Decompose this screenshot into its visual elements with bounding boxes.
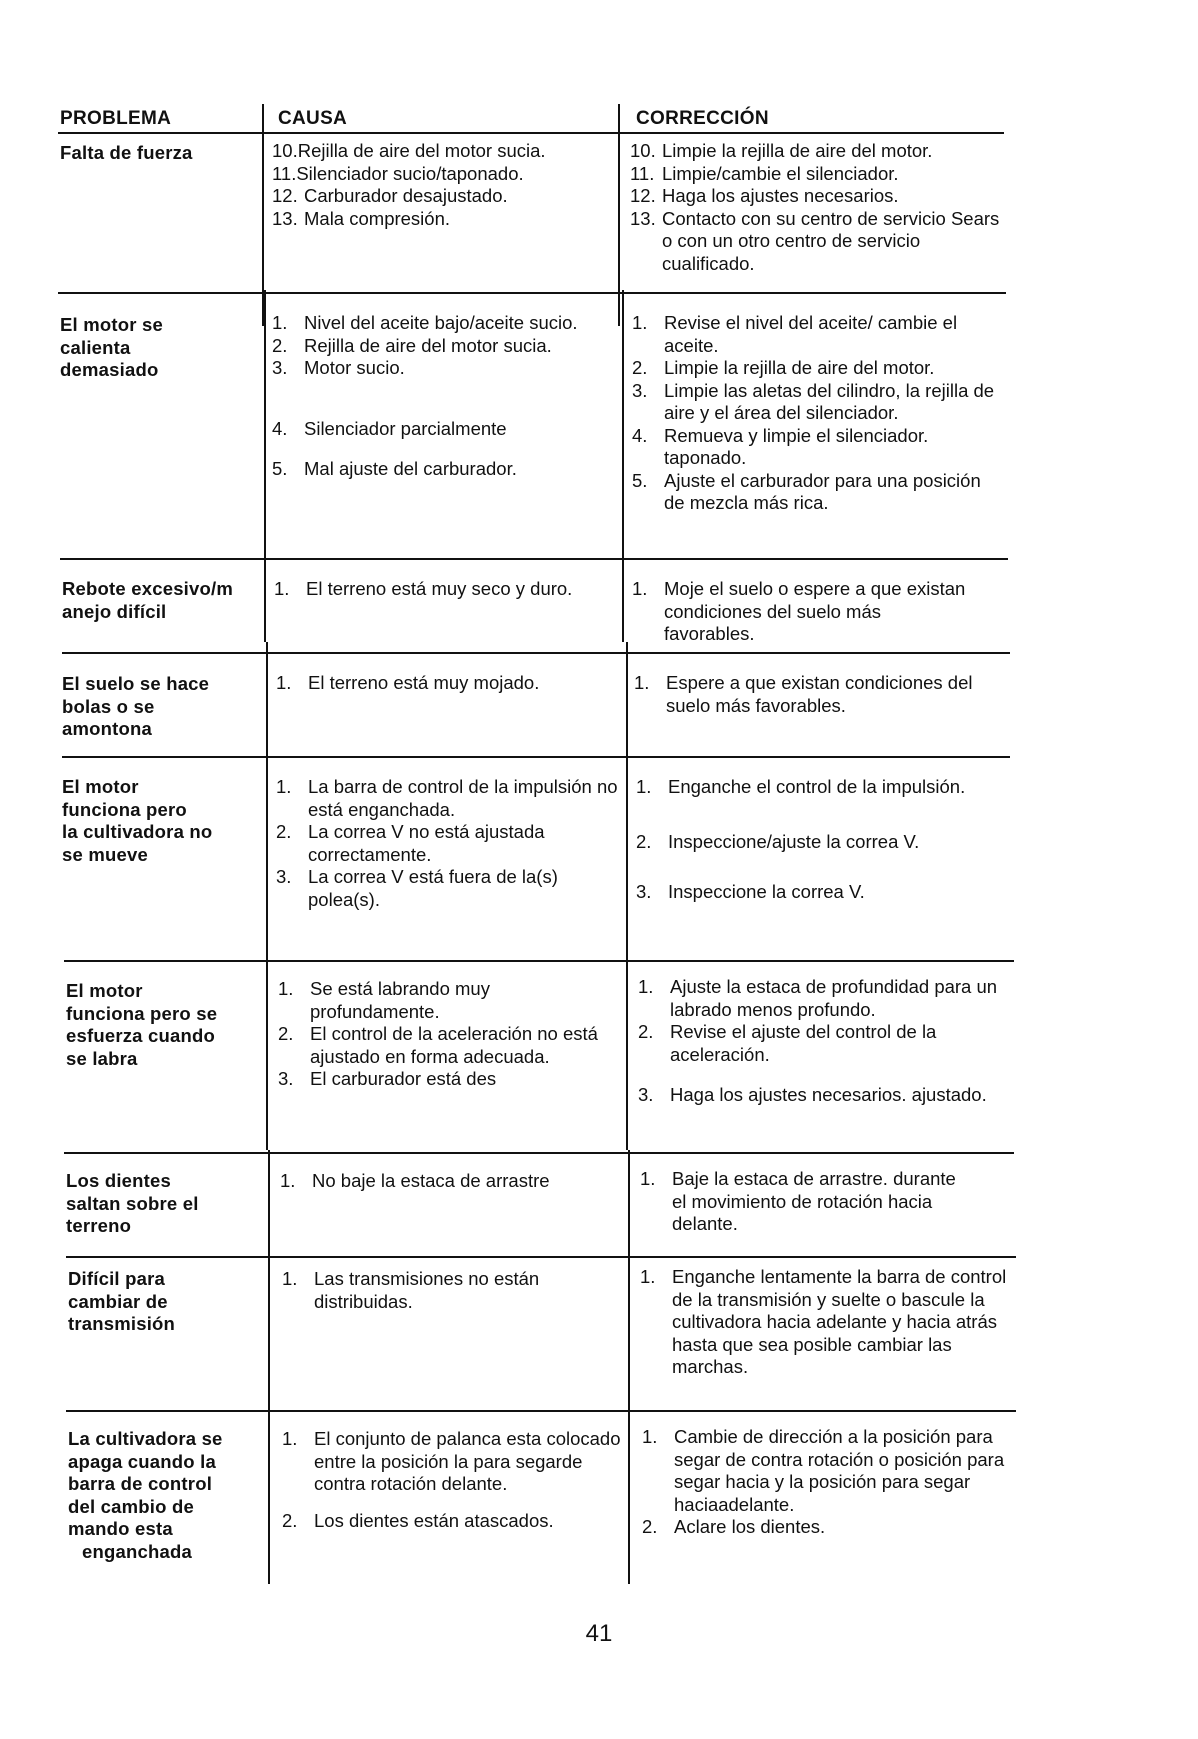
problem-line: esfuerza cuando	[66, 1025, 215, 1046]
correction-item: 4. Remueva y limpie el silenciador. taponado.	[632, 424, 929, 468]
column-divider	[266, 642, 268, 1150]
correction-cell	[632, 312, 1004, 515]
problem-cell	[60, 314, 256, 382]
correction-cell	[632, 578, 972, 646]
cause-cell	[276, 672, 616, 695]
correction-cell	[640, 1266, 1010, 1379]
problem-cell	[66, 980, 266, 1070]
cause-item: 12. Carburador desajustado.	[272, 185, 508, 206]
problem-line: funciona pero	[62, 798, 187, 820]
problem-line: Difícil para	[68, 1268, 165, 1289]
problem-line: El motor	[66, 980, 143, 1001]
row-divider	[62, 652, 1010, 654]
cause-cell	[274, 578, 614, 601]
problem-line: amontona	[62, 718, 152, 739]
problem-line: terreno	[66, 1215, 132, 1236]
problem-line: enganchada	[82, 1540, 192, 1562]
problem-line: anejo difícil	[62, 600, 167, 622]
correction-item: 11. Limpie/cambie el silenciador.	[630, 162, 899, 184]
correction-item: 1. Espere a que existan condiciones del suelo más favorables.	[634, 672, 973, 716]
cause-cell	[280, 1170, 620, 1193]
cause-item: 1. Las transmisiones no están distribuidas.	[282, 1268, 540, 1312]
problem-line: se labra	[66, 1047, 138, 1069]
correction-cell	[636, 776, 976, 904]
problem-line: saltan sobre el	[66, 1192, 199, 1214]
correction-item: 1. Revise el nivel del aceite/ cambie el aceite.	[632, 312, 958, 356]
correction-item: 2. Limpie la rejilla de aire del motor.	[632, 357, 935, 378]
cause-item: 1. La barra de control de la impulsión no está enganchada.	[276, 776, 618, 820]
problem-cell	[62, 673, 258, 741]
problem-line: El motor se	[60, 314, 163, 335]
page-number: 41	[585, 1620, 613, 1647]
correction-item: 1. Enganche lentamente la barra de control de la transmisión y suelte o bascule la cultivadora hacia adelante y hacia atrás hasta que sea posible cambiar las marchas.	[640, 1266, 1007, 1377]
correction-cell	[638, 976, 1008, 1107]
correction-item: 12. Haga los ajustes necesarios.	[630, 185, 899, 206]
cause-cell	[276, 776, 620, 911]
problem-cell	[62, 578, 266, 623]
cause-cell	[282, 1428, 622, 1532]
problem-line: barra de control	[68, 1473, 213, 1494]
header-rule	[58, 132, 1004, 134]
correction-item: 2. Inspeccione/ajuste la correa V.	[636, 830, 920, 852]
problem-line: la cultivadora no	[62, 821, 213, 842]
problem-line: apaga cuando la	[68, 1450, 216, 1472]
correction-item: 1. Enganche el control de la impulsión.	[636, 776, 966, 797]
correction-item: 3. Inspeccione la correa V.	[636, 881, 865, 902]
cause-item: 2. La correa V no está ajustada correctamente.	[276, 821, 545, 865]
correction-item: 13. Contacto con su centro de servicio Sears o con un otro centro de servicio cualificado.	[630, 207, 1000, 274]
column-divider	[622, 290, 624, 642]
problem-line: El suelo se hace	[62, 673, 210, 694]
correction-item: 1. Baje la estaca de arrastre. durante el movimiento de rotación hacia delante.	[640, 1168, 956, 1234]
correction-cell	[630, 140, 1002, 275]
cause-item: 4. Silenciador parcialmente	[272, 417, 507, 439]
cause-item: 1. Nivel del aceite bajo/aceite sucio.	[272, 312, 578, 333]
header-correccion: CORRECCIÓN	[636, 108, 769, 129]
problem-line: Los dientes	[66, 1170, 171, 1191]
cause-item: 3. La correa V está fuera de la(s) polea(s).	[276, 866, 558, 910]
cause-item: 11.Silenciador sucio/taponado.	[272, 162, 524, 184]
problem-line: del cambio de	[68, 1495, 194, 1517]
problem-line: Rebote excesivo/m	[62, 578, 234, 599]
row-divider	[62, 756, 1010, 758]
problem-line: demasiado	[60, 359, 159, 380]
cause-item: 1. El terreno está muy seco y duro.	[274, 578, 573, 599]
header-problema: PROBLEMA	[60, 108, 172, 129]
cause-item: 1. Se está labrando muy profundamente.	[278, 978, 490, 1022]
problem-line: La cultivadora se	[68, 1428, 223, 1449]
correction-item: 3. Haga los ajustes necesarios. ajustado.	[638, 1084, 987, 1105]
cause-item: 3. Motor sucio.	[272, 357, 405, 378]
cause-item: 1. El terreno está muy mojado.	[276, 672, 540, 693]
correction-cell	[634, 672, 1010, 717]
row-divider	[64, 960, 1014, 962]
correction-item: 1. Ajuste la estaca de profundidad para un labrado menos profundo.	[638, 976, 998, 1020]
problem-line: cambiar de	[68, 1290, 168, 1312]
correction-item: 5. Ajuste el carburador para una posición de mezcla más rica.	[632, 469, 981, 513]
cause-item: 2. El control de la aceleración no está ajustado en forma adecuada.	[278, 1023, 598, 1067]
correction-item: 1. Cambie de dirección a la posición para segar de contra rotación o posición para segar hacia y la posición para segar haciaadelante.	[642, 1426, 1005, 1515]
row-divider	[60, 558, 1008, 560]
problem-cell	[62, 776, 262, 866]
cause-cell	[272, 312, 616, 481]
cause-item: 1. No baje la estaca de arrastre	[280, 1170, 550, 1191]
correction-item: 3. Limpie las aletas del cilindro, la rejilla de aire y el área del silenciador.	[632, 379, 995, 423]
problem-line: El motor	[62, 776, 139, 797]
cause-item: 2. Rejilla de aire del motor sucia.	[272, 334, 552, 356]
column-divider	[626, 642, 628, 1150]
problem-cell	[66, 1170, 262, 1238]
cause-cell	[282, 1268, 622, 1313]
correction-cell	[642, 1426, 1012, 1539]
problem-line: transmisión	[68, 1313, 176, 1334]
cause-item: 10.Rejilla de aire del motor sucia.	[272, 140, 546, 161]
correction-item: 2. Aclare los dientes.	[642, 1516, 826, 1537]
cause-item: 1. El conjunto de palanca esta colocado entre la posición la para segarde contra rotación delante.	[282, 1428, 621, 1494]
column-divider	[628, 1150, 630, 1584]
column-divider	[268, 1150, 270, 1584]
cause-item: 3. El carburador está des	[278, 1068, 497, 1089]
problem-line: calienta	[60, 336, 131, 358]
row-divider	[66, 1256, 1016, 1258]
row-divider	[58, 292, 1006, 294]
correction-item: 10. Limpie la rejilla de aire del motor.	[630, 140, 933, 161]
problem-line: Falta de fuerza	[60, 142, 193, 163]
correction-item: 1. Moje el suelo o espere a que existan condiciones del suelo más favorables.	[632, 578, 966, 644]
problem-cell	[68, 1268, 264, 1336]
row-divider	[66, 1410, 1016, 1412]
header-causa: CAUSA	[278, 108, 348, 129]
problem-line: bolas o se	[62, 695, 155, 717]
problem-line: funciona pero se	[66, 1002, 218, 1024]
correction-item: 2. Revise el ajuste del control de la aceleración.	[638, 1021, 937, 1065]
cause-cell	[278, 978, 618, 1091]
problem-cell	[60, 142, 256, 165]
problem-line: se mueve	[62, 843, 148, 865]
cause-cell	[272, 140, 612, 230]
problem-cell	[68, 1428, 268, 1563]
correction-cell	[640, 1168, 960, 1236]
cause-item: 2. Los dientes están atascados.	[282, 1509, 554, 1531]
cause-item: 5. Mal ajuste del carburador.	[272, 458, 517, 479]
problem-line: mando esta	[68, 1518, 173, 1539]
cause-item: 13. Mala compresión.	[272, 207, 451, 229]
row-divider	[64, 1152, 1014, 1154]
